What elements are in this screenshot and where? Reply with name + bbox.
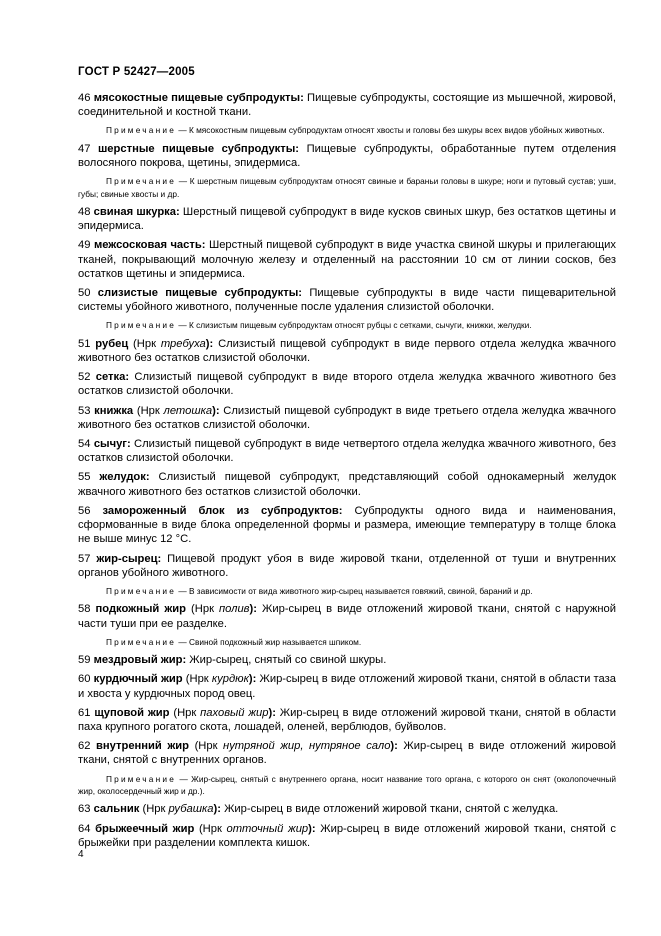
note-57 xyxy=(78,585,616,597)
term-definition: Жир-сырец, снятый со свиной шкуры. xyxy=(186,654,387,667)
note-62 xyxy=(78,773,616,798)
deprecated-synonym: паховый жир xyxy=(200,706,269,719)
note-label: Примечание xyxy=(106,636,177,647)
term-definition: Шерстный пищевой субпродукт в виде участка свиной шкуры и прилегающих тканей, покрывающий молочную железу и отделенный на расстоянии 10 см от линии сосков, без остатков щетины и эпидермиса. xyxy=(78,239,617,280)
term-number: 58 xyxy=(78,603,91,616)
term-name: книжка xyxy=(94,404,134,417)
term-number: 47 xyxy=(78,142,91,155)
note-label: Примечание xyxy=(106,176,177,187)
term-name: шерстные пищевые субпродукты: xyxy=(97,142,300,155)
term-entry-50 xyxy=(78,286,616,314)
synonym-suffix: ): xyxy=(308,822,316,835)
term-entry-59 xyxy=(78,653,616,667)
term-definition: Слизистый пищевой субпродукт в виде второго отдела желудка жвачного животного без остатков слизистой оболочки. xyxy=(78,371,617,398)
note-47 xyxy=(78,175,616,200)
term-name: жир-сырец: xyxy=(96,552,162,565)
document-header: ГОСТ Р 52427—2005 xyxy=(78,66,195,78)
term-name: свиная шкурка: xyxy=(93,206,180,219)
note-text: — К мясокостным пищевым субпродуктам относят хвосты и головы без шкуры всех видов убойных животных. xyxy=(178,125,605,136)
term-entry-60 xyxy=(78,672,616,700)
term-name: желудок: xyxy=(99,471,150,484)
term-name: межсосковая часть: xyxy=(93,239,206,252)
term-number: 55 xyxy=(78,471,91,484)
term-definition: Жир-сырец в виде отложений жировой ткани, снятой с желудка. xyxy=(220,803,559,816)
note-text: — Жир-сырец, снятый с внутреннего органа, носит название того органа, с которого он снят (околопочечный жир, околосердечный жир и др.). xyxy=(78,773,616,796)
term-definition: Пищевые субпродукты в виде части пищеварительной системы убойного животного, полученные после удаления слизистой оболочки. xyxy=(78,287,616,314)
term-number: 54 xyxy=(78,438,91,451)
term-name: сетка: xyxy=(95,371,130,384)
term-number: 59 xyxy=(78,654,91,667)
term-entry-64 xyxy=(78,822,616,850)
term-number: 57 xyxy=(78,552,91,565)
term-entry-52 xyxy=(78,370,616,398)
term-number: 56 xyxy=(78,504,91,517)
synonym-prefix: (Нрк xyxy=(128,337,161,350)
term-name: мездровый жир: xyxy=(93,654,187,667)
term-number: 49 xyxy=(78,239,91,252)
term-definition: Пищевые субпродукты, обработанные путем отделения волосяного покрова, щетины, эпидермиса. xyxy=(78,142,617,170)
term-name: сычуг: xyxy=(93,438,131,451)
deprecated-synonym: летошка xyxy=(163,404,213,417)
term-entry-48 xyxy=(78,205,616,233)
term-definition: Жир-сырец в виде отложений жировой ткани, снятой с наружной части туши при ее разделке. xyxy=(78,603,617,630)
note-label: Примечание xyxy=(106,320,177,331)
term-entry-46 xyxy=(78,91,616,119)
note-label: Примечание xyxy=(106,125,177,136)
term-entry-57 xyxy=(78,552,616,580)
term-entry-63 xyxy=(78,802,616,816)
synonym-prefix: (Нрк xyxy=(182,673,212,686)
note-text: — К шерстным пищевым субпродуктам относят свиные и бараньи головы в шкуре; ноги и путовый сустав; уши, губы; свиные хвосты и др. xyxy=(78,176,616,199)
term-definition: Жир-сырец в виде отложений жировой ткани, снятой с брыжейки при разделении комплекта кишок. xyxy=(78,822,616,849)
term-entry-47 xyxy=(78,142,616,170)
term-entry-51 xyxy=(78,337,616,365)
synonym-prefix: (Нрк xyxy=(194,822,227,835)
term-number: 51 xyxy=(78,337,91,350)
synonym-prefix: (Нрк xyxy=(133,404,164,417)
document-body xyxy=(78,91,616,855)
term-definition: Слизистый пищевой субпродукт в виде третьего отдела желудка жвачного животного без остатков слизистой оболочки. xyxy=(78,404,617,431)
synonym-suffix: ): xyxy=(268,706,276,719)
term-number: 63 xyxy=(78,803,91,816)
term-number: 48 xyxy=(78,206,91,219)
term-number: 53 xyxy=(78,404,91,417)
deprecated-synonym: отточный жир xyxy=(226,822,309,835)
deprecated-synonym: полив xyxy=(219,603,250,616)
term-entry-55 xyxy=(78,470,616,498)
term-entry-54 xyxy=(78,437,616,465)
synonym-prefix: (Нрк xyxy=(169,706,201,719)
term-name: рубец xyxy=(95,337,129,350)
note-text: — В зависимости от вида животного жир-сырец называется говяжий, свиной, бараний и др. xyxy=(178,585,533,596)
note-text: — К слизистым пищевым субпродуктам относят рубцы с сетками, сычуги, книжки, желудки. xyxy=(178,320,532,331)
synonym-suffix: ): xyxy=(205,337,214,350)
deprecated-synonym: рубашка xyxy=(168,803,214,816)
term-number: 60 xyxy=(78,673,91,686)
synonym-suffix: ): xyxy=(248,673,257,686)
term-number: 46 xyxy=(78,92,91,104)
term-entry-61 xyxy=(78,706,616,734)
term-entry-53 xyxy=(78,404,616,432)
term-name: внутренний жир xyxy=(96,740,190,753)
term-name: замороженный блок из субпродуктов: xyxy=(102,504,343,517)
deprecated-synonym: требуха xyxy=(160,337,206,350)
term-definition: Шерстный пищевой субпродукт в виде кусков свиных шкур, без остатков щетины и эпидермиса. xyxy=(78,206,616,233)
synonym-suffix: ): xyxy=(249,603,257,616)
deprecated-synonym: курдюк xyxy=(211,673,249,686)
note-label: Примечание xyxy=(106,585,177,596)
term-number: 52 xyxy=(78,371,91,384)
synonym-prefix: (Нрк xyxy=(139,803,169,816)
term-name: мясокостные пищевые субпродукты: xyxy=(93,92,304,104)
synonym-suffix: ): xyxy=(213,803,221,816)
synonym-suffix: ): xyxy=(212,404,220,417)
term-name: брыжеечный жир xyxy=(95,822,195,835)
note-58 xyxy=(78,636,616,648)
term-number: 62 xyxy=(78,740,91,753)
note-50 xyxy=(78,319,616,331)
synonym-prefix: (Нрк xyxy=(186,603,220,616)
synonym-suffix: ): xyxy=(390,740,398,753)
term-number: 64 xyxy=(78,822,91,835)
term-entry-58 xyxy=(78,602,616,630)
term-entry-56 xyxy=(78,504,616,547)
note-label: Примечание xyxy=(106,773,177,784)
term-definition: Слизистый пищевой субпродукт в виде первого отдела желудка жвачного животного без остатков слизистой оболочки. xyxy=(78,337,617,365)
note-text: — Свиной подкожный жир называется шпиком. xyxy=(178,636,362,647)
term-definition: Жир-сырец в виде отложений жировой ткани, снятой в области таза и хвоста у курдючных пород овец. xyxy=(78,673,616,700)
term-definition: Субпродукты одного вида и наименования, сформованные в виде блока определенной формы и размера, имеющие температуру в толще блока не выше минус 12 °С. xyxy=(78,504,616,546)
term-definition: Жир-сырец в виде отложений жировой ткани, снятой с внутренних органов. xyxy=(78,740,616,767)
deprecated-synonym: нутряной жир, нутряное сало xyxy=(223,740,391,753)
term-name: щуповой жир xyxy=(94,706,170,719)
term-entry-49 xyxy=(78,238,616,281)
term-name: слизистые пищевые субпродукты: xyxy=(97,287,302,300)
term-definition: Пищевые субпродукты, состоящие из мышечной, жировой, соединительной и костной ткани. xyxy=(78,92,616,119)
term-name: подкожный жир xyxy=(95,603,186,616)
term-definition: Слизистый пищевой субпродукт в виде четвертого отдела желудка жвачного животного, без остатков слизистой оболочки. xyxy=(78,438,616,465)
term-entry-62 xyxy=(78,739,616,767)
page-number: 4 xyxy=(78,849,84,860)
term-definition: Слизистый пищевой субпродукт, представляющий собой однокамерный желудок жвачного животного без остатков слизистой оболочки. xyxy=(78,471,616,498)
term-definition: Жир-сырец в виде отложений жировой ткани, снятой в области паха крупного рогатого скота, лошадей, оленей, верблюдов, буйволов. xyxy=(78,706,617,733)
term-name: курдючный жир xyxy=(93,673,183,686)
term-number: 50 xyxy=(78,287,91,300)
term-number: 61 xyxy=(78,706,91,719)
term-name: сальник xyxy=(93,803,140,816)
synonym-prefix: (Нрк xyxy=(189,740,224,753)
note-46 xyxy=(78,124,616,136)
term-definition: Пищевой продукт убоя в виде жировой ткани, отделенной от туши и внутренних органов убойного животного. xyxy=(78,552,616,579)
